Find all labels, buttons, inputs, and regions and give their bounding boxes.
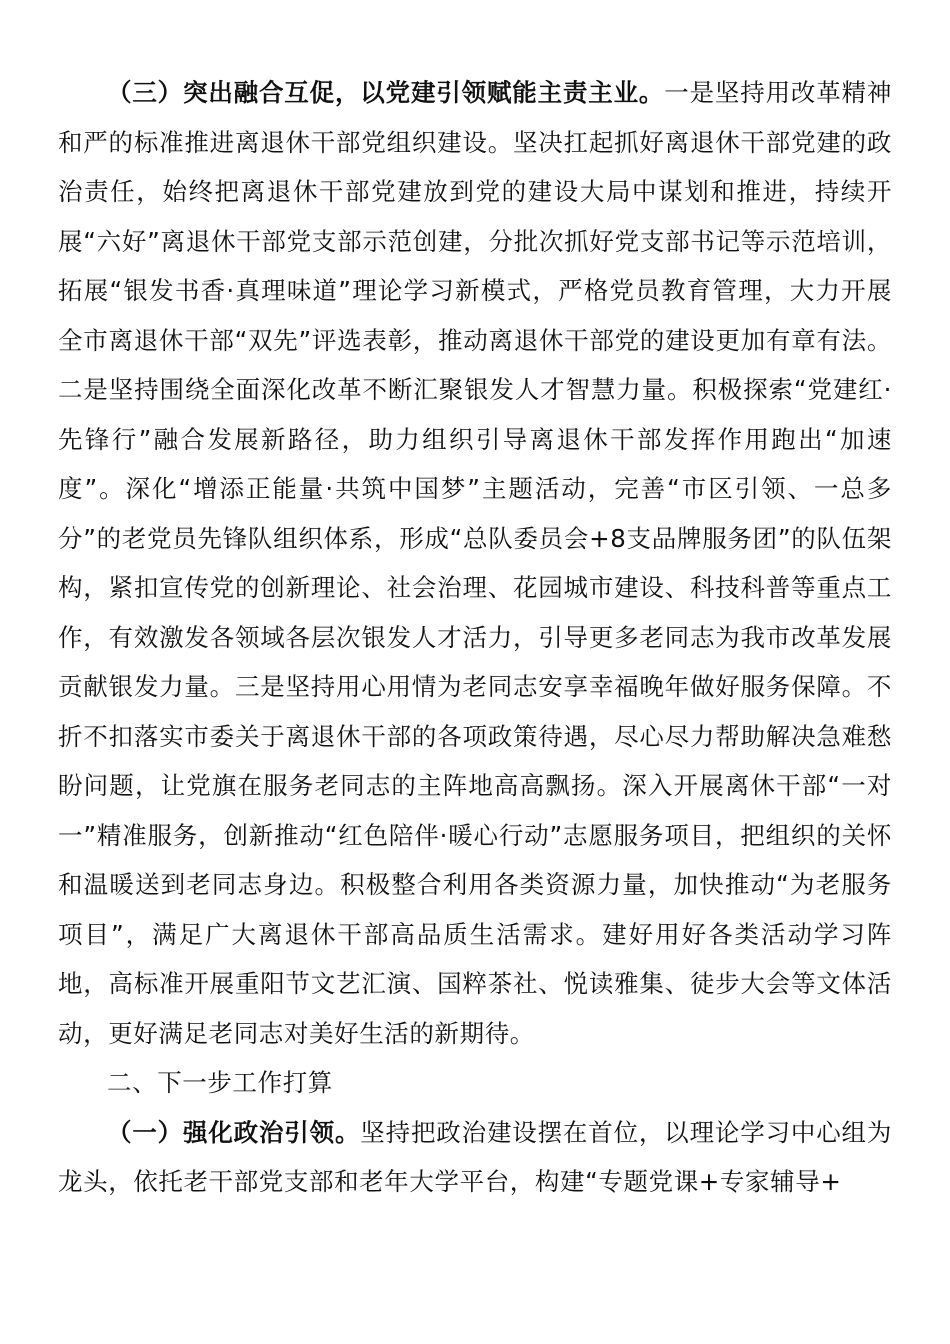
paragraph-text: 一是坚持用改革精神和严的标准推进离退休干部党组织建设。坚决扛起抓好离退休干部党建的政治责任，始终把离退休干部党建放到党的建设大局中谋划和推进，持续开展“六好”离退休干部党支部示范创建，分批次抓好党支部书记等示范培训，拓展“银发书香·真理味道”理论学习新模式，严格党员教育管理，大力开展全市离退休干部“双先”评选表彰，推动离退休干部党的建设更加有章有法。二是坚持围绕全面深化改革不断汇聚银发人才智慧力量。积极探索“党建红·先锋行”融合发展新路径，助力组织引导离退休干部发挥作用跑出“加速度”。深化“增添正能量·共筑中国梦”主题活动，完善“市区引领、一总多分”的老党员先锋队组织体系，形成“总队委员会+8支品牌服务团”的队伍架构，紧扣宣传党的创新理论、社会治理、花园城市建设、科技科普等重点工作，有效激发各领域各层次银发人才活力，引导更多老同志为我市改革发展贡献银发力量。三是坚持用心用情为老同志安享幸福晚年做好服务保障。不折不扣落实市委关于离退休干部的各项政策待遇，尽心尽力帮助解决急难愁盼问题，让党旗在服务老同志的主阵地高高飘扬。深入开展离休干部“一对一”精准服务，创新推动“红色陪伴·暖心行动”志愿服务项目，把组织的关怀和温暖送到老同志身边。积极整合利用各类资源力量，加快推动“为老服务项目”，满足广大离退休干部高品质生活需求。建好用好各类活动学习阵地，高标准开展重阳节文艺汇演、国粹茶社、悦读雅集、徒步大会等文体活动，更好满足老同志对美好生活的新期待。 — [58, 78, 893, 1048]
document-body — [58, 68, 892, 1207]
paragraph-text: 坚持把政治建设摆在首位，以理论学习中心组为龙头，依托老干部党支部和老年大学平台，构建“专题党课+专家辅导+ — [58, 1117, 892, 1196]
section-title: 二、下一步工作打算 — [107, 1068, 333, 1097]
paragraph-section-3 — [58, 68, 892, 1058]
paragraph-heading: （三）突出融合互促，以党建引领赋能主责主业。 — [107, 78, 665, 107]
paragraph-political-guidance — [58, 1108, 892, 1207]
paragraph-heading: （一）强化政治引领。 — [107, 1117, 361, 1147]
